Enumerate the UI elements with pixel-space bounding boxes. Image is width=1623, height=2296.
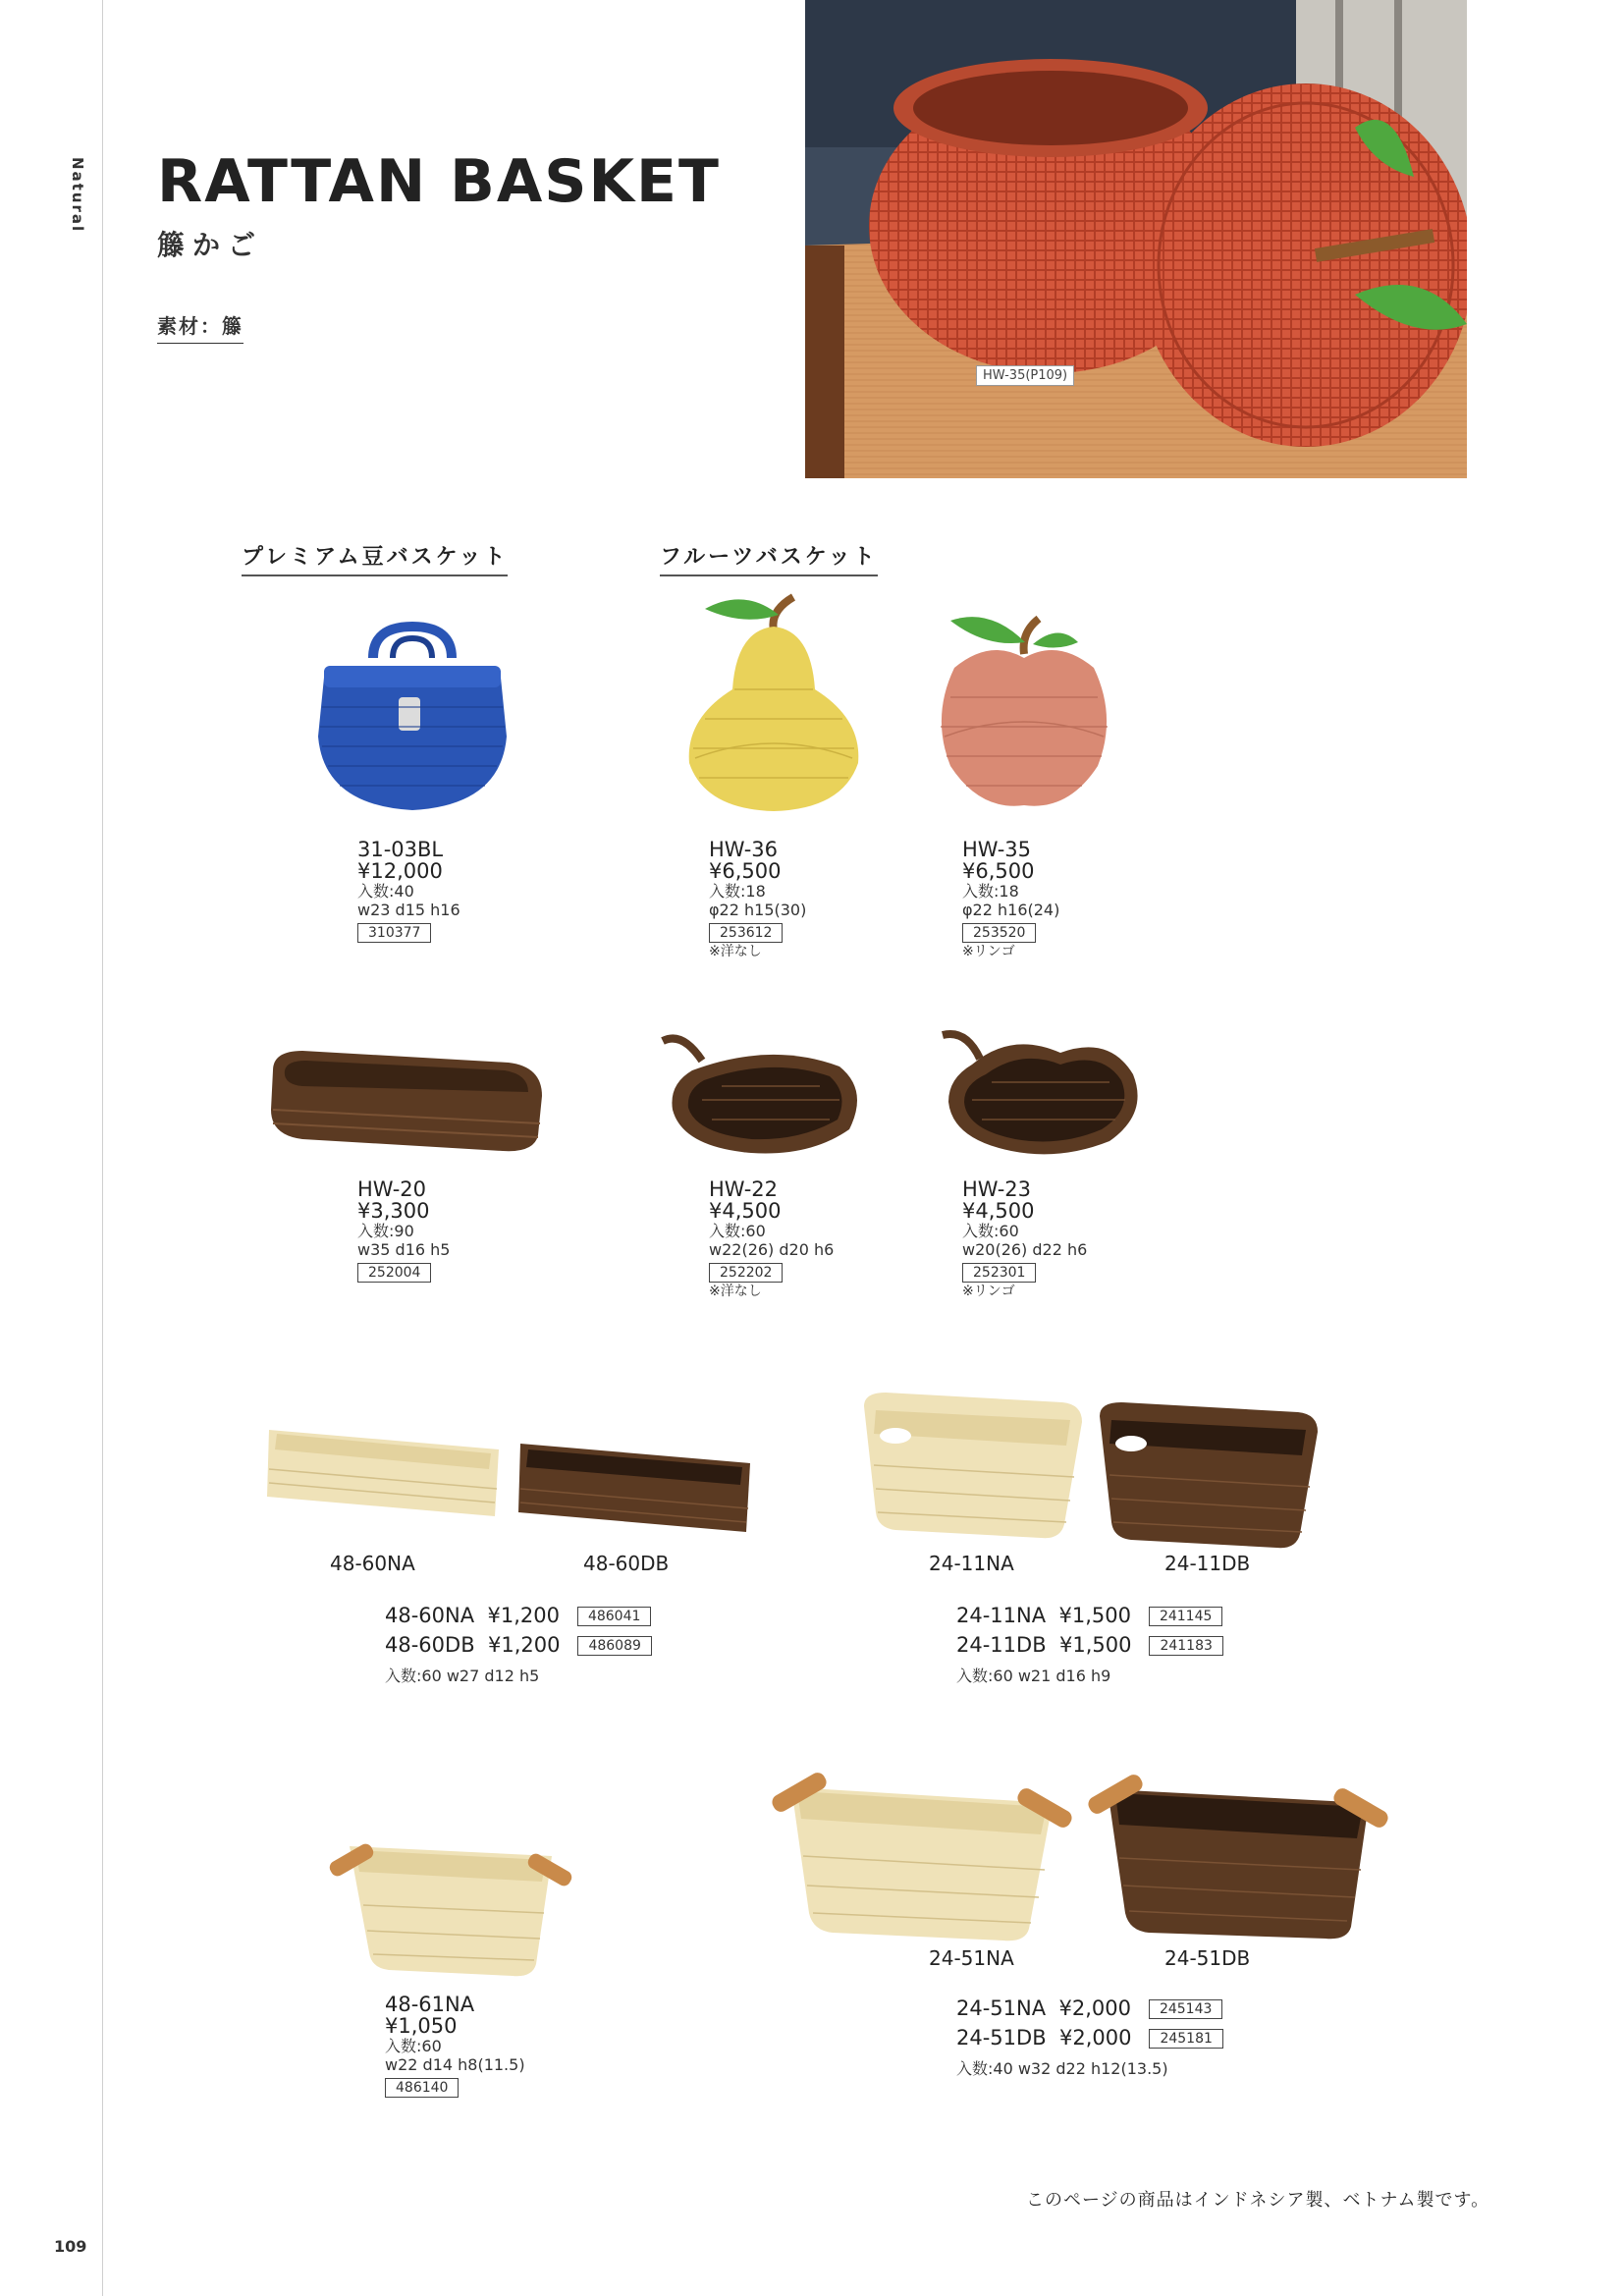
product-size: w23 d15 h16	[357, 901, 460, 919]
product-code: 31-03BL	[357, 838, 444, 861]
price-row-24-11na	[956, 1601, 1222, 1630]
row-jan-code: 486041	[577, 1607, 651, 1626]
product-image-48-61na	[320, 1817, 581, 1984]
product-code: HW-35	[962, 838, 1032, 861]
product-hw-36	[709, 839, 806, 960]
row-jan-code: 245143	[1149, 1999, 1222, 2019]
price-row-24-11db	[956, 1630, 1223, 1660]
row-price: ¥2,000	[1058, 2026, 1132, 2050]
hero-photo	[805, 0, 1467, 478]
product-hw-23	[962, 1178, 1087, 1300]
product-size: w20(26) d22 h6	[962, 1240, 1088, 1259]
group-info-24-11: 入数:60 w21 d16 h9	[956, 1667, 1111, 1685]
product-quantity: 入数:40	[357, 882, 414, 901]
product-jan-code: 253520	[962, 923, 1036, 943]
product-quantity: 入数:60	[385, 2037, 442, 2055]
product-jan-code: 252202	[709, 1263, 783, 1283]
row-jan-code: 245181	[1149, 2029, 1222, 2049]
price-row-24-51na	[956, 1994, 1222, 2023]
product-size: w22 d14 h8(11.5)	[385, 2055, 525, 2074]
product-jan-code: 310377	[357, 923, 431, 943]
margin-rule	[102, 0, 103, 2296]
row-code: 48-60DB	[385, 1633, 475, 1657]
product-hw-35	[962, 839, 1059, 960]
product-quantity: 入数:18	[962, 882, 1019, 901]
product-price: ¥12,000	[357, 859, 443, 883]
product-jan-code: 252004	[357, 1263, 431, 1283]
product-size: φ22 h15(30)	[709, 901, 807, 919]
row-price: ¥2,000	[1058, 1996, 1131, 2020]
product-image-hw-35	[931, 609, 1117, 815]
product-quantity: 入数:60	[709, 1222, 766, 1240]
image-label-24-51na: 24-51NA	[929, 1946, 1014, 1970]
row-code: 24-51DB	[956, 2026, 1047, 2050]
product-price: ¥6,500	[962, 859, 1035, 883]
price-row-48-60na	[385, 1601, 651, 1630]
product-size: φ22 h16(24)	[962, 901, 1060, 919]
row-jan-code: 241145	[1149, 1607, 1222, 1626]
side-label: Natural	[69, 157, 86, 234]
row-code: 24-11NA	[956, 1604, 1047, 1627]
product-hw-22	[709, 1178, 834, 1300]
page-number: 109	[54, 2237, 87, 2256]
product-image-48-60db	[514, 1430, 756, 1548]
product-quantity: 入数:18	[709, 882, 766, 901]
product-size: w22(26) d20 h6	[709, 1240, 835, 1259]
product-code: HW-23	[962, 1177, 1032, 1201]
image-label-48-60na: 48-60NA	[330, 1552, 415, 1575]
product-note: ※リンゴ	[962, 1284, 1015, 1299]
price-row-24-51db	[956, 2023, 1223, 2052]
product-image-48-60na	[263, 1410, 505, 1528]
row-price: ¥1,200	[487, 1604, 560, 1627]
product-price: ¥4,500	[962, 1199, 1035, 1223]
price-row-48-60db	[385, 1630, 652, 1660]
product-image-hw-23	[933, 1025, 1149, 1163]
category-fruit-heading: フルーツバスケット	[660, 540, 878, 576]
product-image-31-03bl	[314, 619, 511, 815]
product-code: HW-22	[709, 1177, 779, 1201]
category-premium-heading: プレミアム豆バスケット	[242, 540, 508, 576]
product-jan-code: 253612	[709, 923, 783, 943]
row-price: ¥1,500	[1058, 1633, 1132, 1657]
product-jan-code: 252301	[962, 1263, 1036, 1283]
image-label-48-60db: 48-60DB	[583, 1552, 670, 1575]
group-info-24-51: 入数:40 w32 d22 h12(13.5)	[956, 2059, 1168, 2078]
product-image-24-11db	[1092, 1396, 1322, 1554]
row-jan-code: 241183	[1149, 1636, 1222, 1656]
product-price: ¥3,300	[357, 1199, 430, 1223]
origin-footnote: このページの商品はインドネシア製、ベトナム製です。	[1026, 2190, 1490, 2211]
product-image-hw-20	[263, 1041, 548, 1159]
product-note: ※洋なし	[709, 1284, 762, 1299]
product-size: w35 d16 h5	[357, 1240, 451, 1259]
product-image-hw-22	[653, 1031, 869, 1159]
row-code: 48-60NA	[385, 1604, 475, 1627]
product-code: HW-36	[709, 838, 779, 861]
product-price: ¥1,050	[385, 2014, 458, 2038]
row-price: ¥1,500	[1058, 1604, 1131, 1627]
page-title: RATTAN BASKET	[157, 147, 721, 216]
product-note: ※リンゴ	[962, 944, 1015, 959]
product-note: ※洋なし	[709, 944, 762, 959]
material-label: 素材：籐	[157, 310, 243, 344]
product-price: ¥4,500	[709, 1199, 782, 1223]
product-code: 48-61NA	[385, 1993, 475, 2016]
product-31-03bl	[357, 839, 460, 943]
image-label-24-11na: 24-11NA	[929, 1552, 1014, 1575]
product-image-24-11na	[856, 1387, 1086, 1544]
product-price: ¥6,500	[709, 859, 782, 883]
product-quantity: 入数:90	[357, 1222, 414, 1240]
row-code: 24-51NA	[956, 1996, 1047, 2020]
product-quantity: 入数:60	[962, 1222, 1019, 1240]
product-48-61na	[385, 1994, 525, 2098]
product-code: HW-20	[357, 1177, 427, 1201]
product-image-24-51na	[764, 1748, 1078, 1944]
product-hw-20	[357, 1178, 450, 1283]
product-image-hw-36	[676, 591, 872, 817]
row-code: 24-11DB	[956, 1633, 1047, 1657]
product-jan-code: 486140	[385, 2078, 459, 2098]
row-price: ¥1,200	[487, 1633, 561, 1657]
row-jan-code: 486089	[577, 1636, 651, 1656]
group-info-48-60: 入数:60 w27 d12 h5	[385, 1667, 540, 1685]
product-image-24-51db	[1080, 1760, 1394, 1946]
image-label-24-51db: 24-51DB	[1164, 1946, 1251, 1970]
page-subtitle: 籐かご	[157, 229, 264, 261]
image-label-24-11db: 24-11DB	[1164, 1552, 1251, 1575]
photo-caption-tag: HW-35(P109)	[976, 365, 1074, 386]
